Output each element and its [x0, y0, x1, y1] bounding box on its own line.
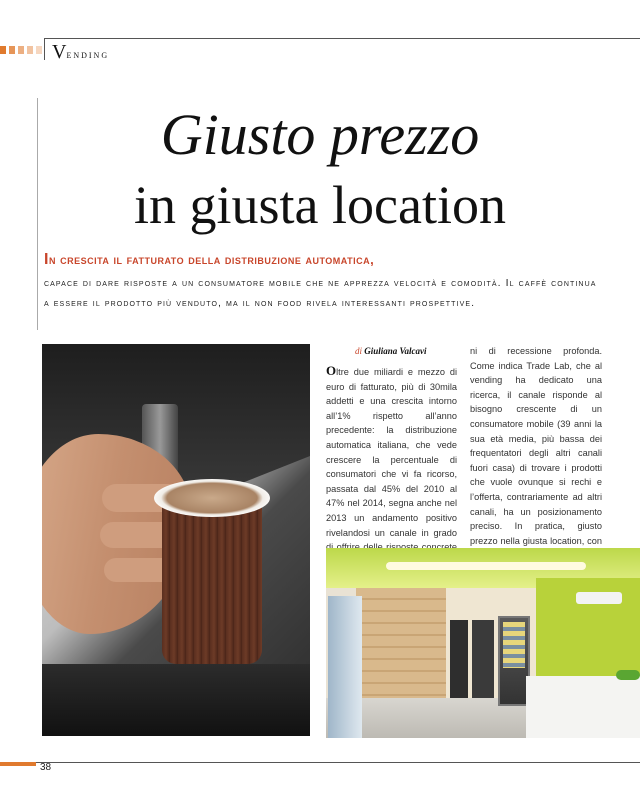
byline	[355, 346, 427, 356]
vending-glass-shape	[503, 622, 525, 668]
section-label-rest: ending	[66, 47, 110, 61]
drip-tray-shape	[42, 664, 310, 736]
marker-square	[9, 46, 15, 54]
marker-square	[0, 46, 6, 54]
footer-rule	[36, 762, 640, 763]
lead-highlight-text: n crescita il fatturato della distribuzione automatica	[48, 252, 371, 267]
lead-body: capace di dare risposte a un consumatore mobile che ne apprezza velocità e comodità. Il caffè continua a essere il prodotto più venduto, ma il non food rivela interessanti prospettive.	[44, 277, 597, 309]
article-title-line2: in giusta location	[134, 175, 506, 235]
article-title-line1: Giusto prezzo	[160, 102, 480, 167]
page-number: 38	[40, 762, 52, 773]
counter-shape	[526, 676, 640, 738]
marker-square	[27, 46, 33, 54]
footer-accent-bar	[0, 762, 36, 766]
vending-machine-shape	[450, 620, 468, 698]
body-column-1-text: ltre due miliardi e mezzo di euro di fatturato, più di 30mila addetti e una crescita intorno all’1% rispetto all’anno precedente: la distribuzione automatica italiana, che vede crescere la percentuale di consumatori che vi fa ricorso, passata dal 45% del 2010 al 47% nel 2014, segna anche nel 2013 un andamento positivo rivelandosi un canale in grado	[326, 367, 457, 538]
vending-machine-shape	[472, 620, 494, 698]
air-conditioner-shape	[576, 592, 622, 604]
section-label	[52, 41, 109, 64]
fridge-shape	[328, 596, 362, 738]
section-label-initial: V	[52, 41, 67, 63]
ceiling-light-shape	[386, 562, 586, 570]
vending-room-photo	[326, 548, 640, 738]
byline-prefix: di	[355, 346, 363, 356]
cup-shape	[162, 494, 262, 664]
lead-highlight-punct: ,	[370, 252, 375, 267]
header-rule	[44, 38, 640, 39]
plants-shape	[616, 670, 640, 680]
marker-square	[18, 46, 24, 54]
marker-square	[36, 46, 42, 54]
byline-author: Giuliana Valcavi	[364, 346, 427, 356]
header-rule-vertical	[44, 38, 45, 60]
lead-highlight-initial: I	[44, 251, 49, 268]
cup-rim-shape	[154, 479, 270, 517]
article-lead	[44, 248, 604, 313]
coffee-cup-photo	[42, 344, 310, 736]
body-column-2: ni di recessione profonda. Come indica Trade Lab, che al vending ha dedicato una ricerca, il canale risponde al bisogno crescente di un consumatore mobile (39 anni la sua età media, più bassa dei frequentatori degli altri canali fuori casa) di trovare i prodotti che vuole ovunque si rechi e l’offerta, contrariamente ad altri canali, ha un posizionamento preciso. In pratica, giusto prezzo nella giusta location, con	[470, 346, 602, 546]
section-marker	[0, 46, 42, 54]
lead-highlight	[44, 252, 374, 267]
dropcap: O	[326, 363, 337, 378]
